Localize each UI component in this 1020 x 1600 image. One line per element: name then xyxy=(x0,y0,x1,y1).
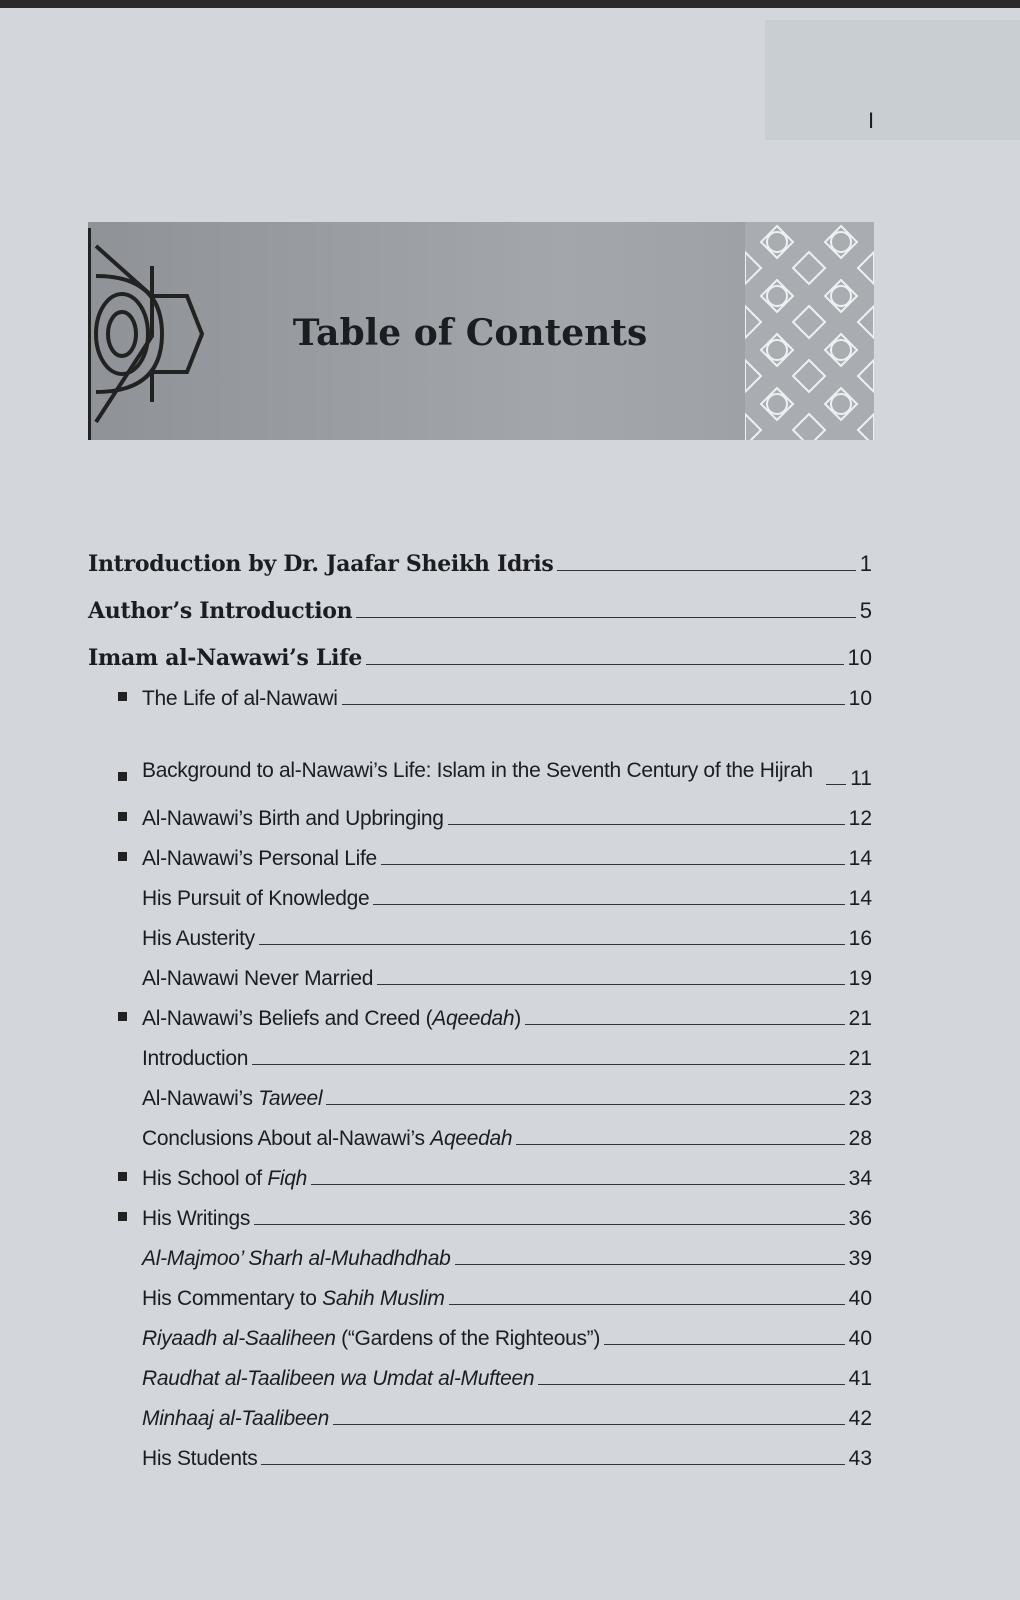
entry-title-part: Al-Nawawi’s Beliefs and Creed ( xyxy=(142,1007,433,1030)
entry-title-part: ) xyxy=(514,1007,521,1030)
leader-line xyxy=(449,1304,845,1305)
entry-title-italic-part: Sahih Muslim xyxy=(322,1287,445,1310)
entry-title xyxy=(142,1007,521,1031)
leader-line xyxy=(604,1344,845,1345)
leader-line xyxy=(826,784,846,785)
toc-section-entry[interactable] xyxy=(88,1071,872,1111)
entry-title-part: Author’s Introduction xyxy=(88,598,353,624)
entry-page-number: 5 xyxy=(859,598,872,623)
entry-title xyxy=(142,1047,248,1071)
entry-page-number: 40 xyxy=(848,1287,872,1310)
entry-title xyxy=(142,967,373,991)
leader-line xyxy=(525,1024,845,1025)
entry-title xyxy=(88,645,362,671)
leader-line xyxy=(448,824,845,825)
square-bullet-icon xyxy=(118,1212,127,1221)
entry-title-part: His Commentary to xyxy=(142,1287,323,1310)
toc-chapter-entry[interactable] xyxy=(88,577,872,624)
toc-section-entry[interactable] xyxy=(88,991,872,1031)
toc-section-entry[interactable] xyxy=(88,1311,872,1351)
entry-title-part: His Pursuit of Knowledge xyxy=(142,887,370,910)
entry-title-part: Introduction by Dr. Jaafar Sheikh Idris xyxy=(88,551,554,577)
leader-line xyxy=(261,1464,844,1465)
entry-title xyxy=(142,1207,250,1231)
square-bullet-icon xyxy=(118,852,127,861)
toc-section-entry[interactable] xyxy=(88,871,872,911)
leader-line xyxy=(254,1224,845,1225)
toc-section-entry[interactable] xyxy=(88,711,872,791)
entry-title-part: His Writings xyxy=(142,1207,251,1230)
entry-title-italic-part: Minhaaj al-Taalibeen xyxy=(142,1407,330,1430)
page-number: I xyxy=(868,108,875,133)
entry-title-part: Al-Nawawi’s Birth and Upbringing xyxy=(142,807,444,830)
entry-title xyxy=(142,751,822,791)
entry-page-number: 11 xyxy=(850,767,872,790)
entry-title-part: His Students xyxy=(142,1447,258,1470)
entry-page-number: 34 xyxy=(848,1167,872,1190)
square-bullet-icon xyxy=(118,812,127,821)
entry-page-number: 23 xyxy=(848,1087,872,1110)
entry-title xyxy=(142,1367,534,1391)
entry-page-number: 36 xyxy=(848,1207,872,1230)
entry-title xyxy=(142,1087,322,1111)
square-bullet-icon xyxy=(118,772,127,781)
entry-page-number: 12 xyxy=(848,807,872,830)
entry-page-number: 16 xyxy=(848,927,872,950)
toc-section-entry[interactable] xyxy=(88,671,872,711)
entry-title xyxy=(142,1447,257,1471)
leader-line xyxy=(342,704,845,705)
entry-title-part: Al-Nawawi’s Personal Life xyxy=(142,847,377,870)
toc-section-entry[interactable] xyxy=(88,791,872,831)
page-title: Table of Contents xyxy=(292,312,648,354)
entry-title-italic-part: Fiqh xyxy=(267,1167,308,1190)
leader-line xyxy=(516,1144,844,1145)
entry-title xyxy=(88,598,352,624)
leader-line xyxy=(356,617,855,618)
toc-section-entry[interactable] xyxy=(88,1271,872,1311)
toc-section-entry[interactable] xyxy=(88,1431,872,1471)
leader-line xyxy=(252,1064,845,1065)
entry-title-part: Introduction xyxy=(142,1047,249,1070)
entry-title xyxy=(142,1247,451,1271)
entry-title xyxy=(142,807,444,831)
entry-page-number: 21 xyxy=(848,1007,872,1030)
show-through-header xyxy=(765,20,1020,140)
entry-page-number: 28 xyxy=(848,1127,872,1150)
square-bullet-icon xyxy=(118,1012,127,1021)
entry-title xyxy=(142,1127,512,1151)
leader-line xyxy=(259,944,845,945)
entry-page-number: 14 xyxy=(848,887,872,910)
entry-title-part: Background to al-Nawawi’s Life: Islam in the Seventh Century of the Hijrah xyxy=(142,759,813,782)
toc-section-entry[interactable] xyxy=(88,1391,872,1431)
toc-section-entry[interactable] xyxy=(88,1231,872,1271)
toc-chapter-entry[interactable] xyxy=(88,530,872,577)
leader-line xyxy=(366,664,843,665)
entry-title-italic-part: Aqeedah xyxy=(430,1127,513,1150)
entry-title-part: (“Gardens of the Righteous”) xyxy=(335,1327,601,1350)
entry-title xyxy=(142,1327,600,1351)
leader-line xyxy=(381,864,845,865)
entry-title-italic-part: Riyaadh al-Saaliheen xyxy=(142,1327,336,1350)
entry-title xyxy=(142,887,369,911)
entry-title-italic-part: Taweel xyxy=(258,1087,323,1110)
square-bullet-icon xyxy=(118,692,127,701)
entry-page-number: 43 xyxy=(848,1447,872,1470)
photo-top-edge xyxy=(0,0,1020,8)
entry-title xyxy=(142,1167,307,1191)
entry-page-number: 1 xyxy=(859,551,872,576)
entry-title-part: The Life of al-Nawawi xyxy=(142,687,338,710)
leader-line xyxy=(557,570,855,571)
toc-section-entry[interactable] xyxy=(88,1031,872,1071)
entry-page-number: 39 xyxy=(848,1247,872,1270)
table-of-contents xyxy=(88,530,872,1471)
entry-page-number: 19 xyxy=(848,967,872,990)
toc-section-entry[interactable] xyxy=(88,1111,872,1151)
entry-title-italic-part: Al-Majmoo’ Sharh al-Muhadhdhab xyxy=(142,1247,451,1270)
entry-title-part: His Austerity xyxy=(142,927,255,950)
entry-title xyxy=(142,847,377,871)
leader-line xyxy=(455,1264,845,1265)
entry-title-part: His School of xyxy=(142,1167,268,1190)
entry-title xyxy=(142,927,255,951)
leader-line xyxy=(377,984,844,985)
entry-title xyxy=(88,551,553,577)
entry-page-number: 10 xyxy=(848,687,872,710)
toc-section-entry[interactable] xyxy=(88,831,872,871)
entry-page-number: 42 xyxy=(848,1407,872,1430)
entry-title-part: Al-Nawawi’s xyxy=(142,1087,259,1110)
entry-page-number: 10 xyxy=(847,645,872,670)
entry-page-number: 14 xyxy=(848,847,872,870)
toc-chapter-entry[interactable] xyxy=(88,624,872,671)
entry-title-part: Imam al-Nawawi’s Life xyxy=(88,645,363,671)
toc-section-entry[interactable] xyxy=(88,1351,872,1391)
square-bullet-icon xyxy=(118,1172,127,1181)
entry-page-number: 40 xyxy=(848,1327,872,1350)
leader-line xyxy=(326,1104,844,1105)
toc-section-entry[interactable] xyxy=(88,951,872,991)
entry-title-part: Conclusions About al-Nawawi’s xyxy=(142,1127,431,1150)
entry-page-number: 21 xyxy=(848,1047,872,1070)
leader-line xyxy=(373,904,844,905)
entry-title xyxy=(142,687,338,711)
toc-section-entry[interactable] xyxy=(88,1151,872,1191)
toc-section-entry[interactable] xyxy=(88,911,872,951)
entry-page-number: 41 xyxy=(848,1367,872,1390)
entry-title-part: Al-Nawawi Never Married xyxy=(142,967,374,990)
entry-title-italic-part: Raudhat al-Taalibeen wa Umdat al-Mufteen xyxy=(142,1367,535,1390)
leader-line xyxy=(311,1184,845,1185)
leader-line xyxy=(538,1384,844,1385)
entry-title-italic-part: Aqeedah xyxy=(432,1007,515,1030)
leader-line xyxy=(333,1424,845,1425)
toc-section-entry[interactable] xyxy=(88,1191,872,1231)
entry-title xyxy=(142,1287,445,1311)
entry-title xyxy=(142,1407,329,1431)
